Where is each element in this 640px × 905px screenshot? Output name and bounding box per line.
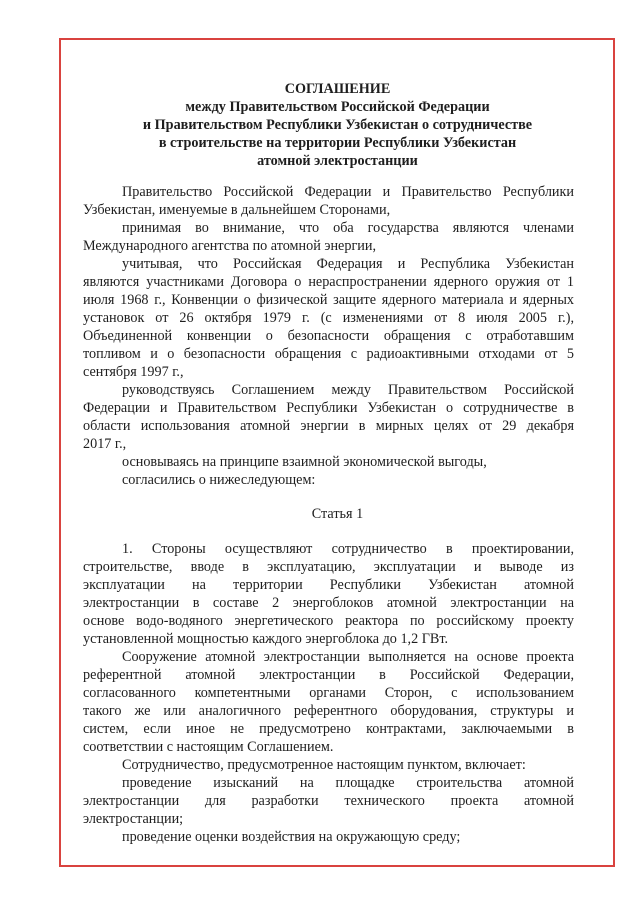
preamble-line: топливом и о безопасности обращения с радиоактивными отходами от 5 <box>83 346 574 362</box>
article-line: электростанции в составе 2 энергоблоков атомной электростанции на <box>83 595 574 611</box>
preamble-line: Узбекистан, именуемые в дальнейшем Сторонами, <box>83 202 391 218</box>
preamble-line: июля 1968 г., Конвенции о физической защите ядерного материала и ядерных <box>83 292 574 308</box>
article-line: такого же или аналогичного референтного оборудования, структуры и <box>83 703 574 719</box>
preamble-line: Объединенной конвенции о безопасности обращения с отработавшим <box>83 328 574 344</box>
preamble-line: учитывая, что Российская Федерация и Республика Узбекистан <box>122 256 574 272</box>
article-line: строительстве, вводе в эксплуатацию, эксплуатации и выводе из <box>83 559 574 575</box>
preamble-line: сентября 1997 г., <box>83 364 184 380</box>
article-line: электростанции для разработки технического проекта атомной <box>83 793 574 809</box>
preamble-line: согласились о нижеследующем: <box>122 472 316 488</box>
preamble-line: Федерации и Правительством Республики Узбекистан о сотрудничестве в <box>83 400 574 416</box>
article-line: референтной атомной электростанции в Российской Федерации, <box>83 667 574 683</box>
article-line: эксплуатации на территории Республики Узбекистан атомной <box>83 577 574 593</box>
preamble-line: Правительство Российской Федерации и Правительство Республики <box>122 184 574 200</box>
article-line: согласованного компетентными органами Сторон, с использованием <box>83 685 574 701</box>
article-line: систем, если иное не предусмотрено контрактами, заключаемыми в <box>83 721 574 737</box>
article-line: проведение изысканий на площадке строительства атомной <box>122 775 574 791</box>
article-line: установленной мощностью каждого энергоблока до 1,2 ГВт. <box>83 631 449 647</box>
preamble-line: Международного агентства по атомной энергии, <box>83 238 376 254</box>
article-line: соответствии с настоящим Соглашением. <box>83 739 334 755</box>
article-line: Сотрудничество, предусмотренное настоящим пунктом, включает: <box>122 757 526 773</box>
preamble-line: 2017 г., <box>83 436 127 452</box>
preamble-line: основываясь на принципе взаимной экономической выгоды, <box>122 454 487 470</box>
preamble-line: принимая во внимание, что оба государства являются членами <box>122 220 574 236</box>
article-line: основе водо-водяного энергетического реактора по российскому проекту <box>83 613 574 629</box>
preamble-line: установок от 26 октября 1979 г. (с изменениями от 8 июля 2005 г.), <box>83 310 574 326</box>
article-line: Сооружение атомной электростанции выполняется на основе проекта <box>122 649 574 665</box>
article-heading: Статья 1 <box>311 506 364 522</box>
document-subtitle-line: и Правительством Республики Узбекистан о сотрудничестве <box>142 117 533 133</box>
document-subtitle-line: в строительстве на территории Республики Узбекистан <box>158 135 517 151</box>
article-line: электростанции; <box>83 811 184 827</box>
document-title: СОГЛАШЕНИЕ <box>284 81 391 97</box>
document-subtitle-line: атомной электростанции <box>257 153 418 169</box>
article-line: 1. Стороны осуществляют сотрудничество в проектировании, <box>122 541 574 557</box>
preamble-line: руководствуясь Соглашением между Правительством Российской <box>122 382 574 398</box>
preamble-line: области использования атомной энергии в мирных целях от 29 декабря <box>83 418 574 434</box>
document-subtitle-line: между Правительством Российской Федерации <box>185 99 490 115</box>
article-line: проведение оценки воздействия на окружающую среду; <box>122 829 461 845</box>
preamble-line: являются участниками Договора о нераспространении ядерного оружия от 1 <box>83 274 574 290</box>
